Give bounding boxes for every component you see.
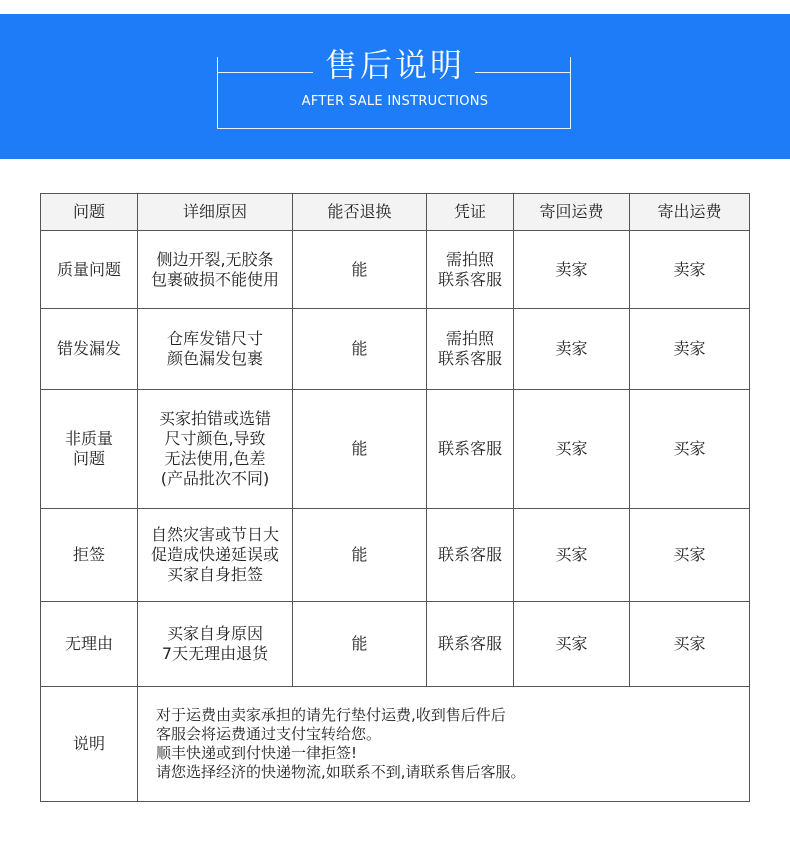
proof-cell-line: 联系客服 <box>437 439 502 458</box>
issue-cell-line: 错发漏发 <box>56 339 121 358</box>
issue-cell <box>41 309 138 390</box>
proof-cell-line: 需拍照 <box>445 249 494 269</box>
issue-cell <box>41 602 138 687</box>
returnable-cell: 能 <box>293 509 427 602</box>
issue-cell <box>41 231 138 309</box>
reason-cell-line: 促造成快递延误或 <box>150 545 279 564</box>
note-line: 对于运费由卖家承担的请先行垫付运费,收到售后件后 <box>156 706 506 724</box>
issue-cell-line: 问题 <box>72 449 105 468</box>
proof-cell-line: 联系客服 <box>437 545 502 564</box>
issue-cell-line: 非质量 <box>64 429 113 448</box>
returnable-cell: 能 <box>293 390 427 509</box>
send-fee-cell: 卖家 <box>630 309 750 390</box>
issue-cell-line: 拒签 <box>72 545 105 564</box>
return-fee-cell: 卖家 <box>514 309 630 390</box>
issue-cell <box>41 390 138 509</box>
send-fee-cell: 买家 <box>630 509 750 602</box>
proof-cell <box>427 509 514 602</box>
column-header-reason: 详细原因 <box>138 194 293 231</box>
proof-cell <box>427 390 514 509</box>
reason-cell-line: 买家自身拒签 <box>166 565 263 584</box>
table-row <box>41 602 750 687</box>
column-header-send-fee: 寄出运费 <box>630 194 750 231</box>
proof-cell-line: 联系客服 <box>437 269 502 289</box>
proof-cell-line: 联系客服 <box>437 349 502 368</box>
reason-cell <box>138 309 293 390</box>
return-fee-cell: 买家 <box>514 509 630 602</box>
reason-cell <box>138 509 293 602</box>
column-header-issue: 问题 <box>41 194 138 231</box>
column-header-returnable: 能否退换 <box>293 194 427 231</box>
reason-cell <box>138 602 293 687</box>
proof-cell <box>427 309 514 390</box>
return-fee-cell: 买家 <box>514 390 630 509</box>
reason-cell-line: 买家自身原因 <box>166 624 263 643</box>
reason-cell <box>138 231 293 309</box>
reason-cell <box>138 390 293 509</box>
column-header-return-fee: 寄回运费 <box>514 194 630 231</box>
reason-cell-line: 买家拍错或选错 <box>158 409 271 428</box>
after-sale-table <box>40 193 750 802</box>
note-line: 请您选择经济的快递物流,如联系不到,请联系售后客服。 <box>156 763 526 781</box>
reason-cell-line: 自然灾害或节日大 <box>150 525 279 544</box>
note-text <box>138 687 750 802</box>
reason-cell-line: 7天无理由退货 <box>161 644 269 663</box>
table-row <box>41 309 750 390</box>
issue-cell <box>41 509 138 602</box>
column-header-proof: 凭证 <box>427 194 514 231</box>
send-fee-cell: 卖家 <box>630 231 750 309</box>
reason-cell-line: 仓库发错尺寸 <box>166 329 263 348</box>
proof-cell-line: 需拍照 <box>445 329 494 348</box>
note-label: 说明 <box>41 687 138 802</box>
table-row <box>41 231 750 309</box>
returnable-cell: 能 <box>293 231 427 309</box>
return-fee-cell: 卖家 <box>514 231 630 309</box>
issue-cell-line: 质量问题 <box>56 259 121 279</box>
proof-cell-line: 联系客服 <box>437 634 502 653</box>
send-fee-cell: 买家 <box>630 602 750 687</box>
page-title: 售后说明 <box>324 46 465 84</box>
reason-cell-line: 颜色漏发包裹 <box>166 349 263 368</box>
return-fee-cell: 买家 <box>514 602 630 687</box>
returnable-cell: 能 <box>293 309 427 390</box>
returnable-cell: 能 <box>293 602 427 687</box>
page-subtitle: AFTER SALE INSTRUCTIONS <box>301 94 489 109</box>
note-line: 客服会将运费通过支付宝转给您。 <box>156 725 382 743</box>
issue-cell-line: 无理由 <box>64 634 113 653</box>
send-fee-cell: 买家 <box>630 390 750 509</box>
reason-cell-line: (产品批次不同) <box>160 469 270 488</box>
note-line: 顺丰快递或到付快递一律拒签! <box>156 744 358 762</box>
reason-cell-line: 无法使用,色差 <box>164 449 266 468</box>
proof-cell <box>427 231 514 309</box>
reason-cell-line: 侧边开裂,无胶条 <box>156 249 274 269</box>
proof-cell <box>427 602 514 687</box>
table-row <box>41 390 750 509</box>
table-header-row <box>41 194 750 231</box>
table-row <box>41 509 750 602</box>
note-row <box>41 687 750 802</box>
reason-cell-line: 包裹破损不能使用 <box>150 269 279 289</box>
reason-cell-line: 尺寸颜色,导致 <box>164 429 266 448</box>
